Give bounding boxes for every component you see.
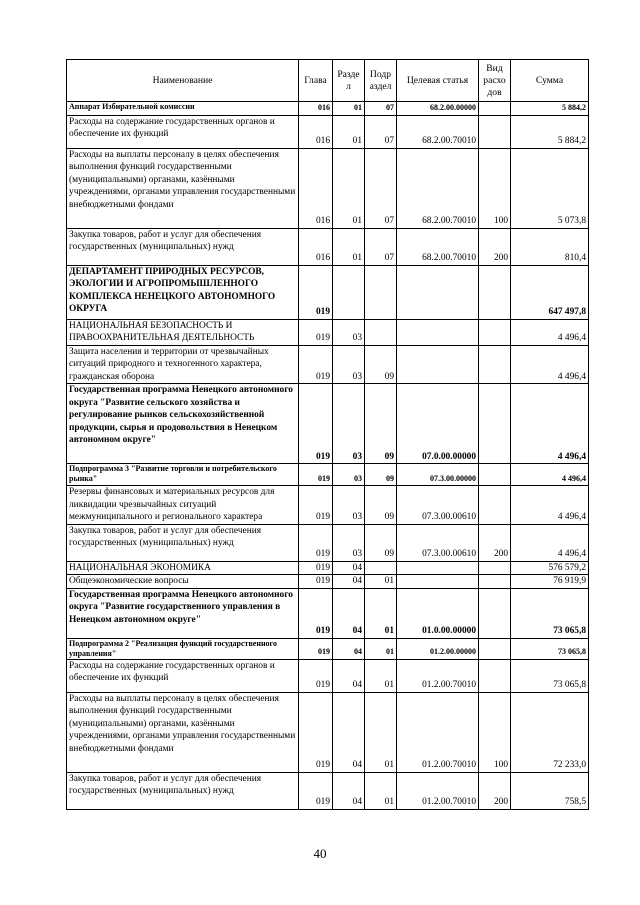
table-row (67, 384, 589, 464)
cell-name: Закупка товаров, работ и услуг для обеспечения государственных (муниципальных) нужд (67, 524, 299, 561)
cell-name: ДЕПАРТАМЕНТ ПРИРОДНЫХ РЕСУРСОВ, ЭКОЛОГИИ И АГРОПРОМЫШЛЕННОГО КОМПЛЕКСА НЕНЕЦКОГО АВТОНОМНОГО ОКРУГА (67, 265, 299, 319)
table-row (67, 319, 589, 345)
cell-expense-type (479, 659, 511, 692)
cell-subsection: 09 (365, 464, 397, 486)
cell-expense-type (479, 638, 511, 659)
cell-expense-type (479, 115, 511, 148)
table-row (67, 464, 589, 486)
cell-name: Государственная программа Ненецкого автономного округа "Развитие государственного управления в Ненецком автономном округе" (67, 588, 299, 638)
cell-target: 68.2.00.70010 (397, 228, 479, 265)
header-chapter: Глава (299, 60, 333, 102)
header-target: Целевая статья (397, 60, 479, 102)
cell-target: 01.2.00.70010 (397, 659, 479, 692)
cell-target: 68.2.00.70010 (397, 148, 479, 228)
page-number: 40 (313, 846, 327, 861)
cell-sum: 4 496,4 (511, 486, 589, 525)
cell-name: Общеэкономические вопросы (67, 575, 299, 589)
cell-sum: 5 073,8 (511, 148, 589, 228)
table-row (67, 115, 589, 148)
cell-chapter: 016 (299, 228, 333, 265)
cell-target (397, 265, 479, 319)
table-row (67, 148, 589, 228)
cell-name: Подпрограмма 3 "Развитие торговли и потребительского рынка" (67, 464, 299, 486)
cell-chapter: 019 (299, 638, 333, 659)
cell-sum: 72 233,0 (511, 692, 589, 772)
cell-chapter: 019 (299, 524, 333, 561)
cell-chapter: 019 (299, 575, 333, 589)
cell-expense-type: 200 (479, 772, 511, 809)
table-row (67, 772, 589, 809)
cell-section: 04 (333, 772, 365, 809)
cell-expense-type: 100 (479, 148, 511, 228)
cell-name: Государственная программа Ненецкого автономного округа "Развитие сельского хозяйства и регулирование рынков сельскохозяйственной продукции, сырья и продовольствия в Ненецком автономном округе" (67, 384, 299, 464)
cell-chapter: 019 (299, 486, 333, 525)
cell-subsection: 09 (365, 384, 397, 464)
cell-name: Закупка товаров, работ и услуг для обеспечения государственных (муниципальных) нужд (67, 228, 299, 265)
cell-name: Расходы на содержание государственных органов и обеспечение их функций (67, 659, 299, 692)
cell-target: 01.0.00.00000 (397, 588, 479, 638)
cell-sum: 758,5 (511, 772, 589, 809)
cell-name: Защита населения и территории от чрезвычайных ситуаций природного и техногенного характера, гражданская оборона (67, 345, 299, 384)
cell-sum: 647 497,8 (511, 265, 589, 319)
cell-chapter: 016 (299, 115, 333, 148)
cell-chapter: 019 (299, 561, 333, 575)
cell-chapter: 019 (299, 772, 333, 809)
cell-section: 03 (333, 319, 365, 345)
cell-expense-type (479, 588, 511, 638)
cell-target: 01.2.00.00000 (397, 638, 479, 659)
cell-expense-type: 100 (479, 692, 511, 772)
cell-chapter: 019 (299, 692, 333, 772)
cell-section: 01 (333, 228, 365, 265)
cell-target: 07.3.00.00610 (397, 524, 479, 561)
cell-subsection: 01 (365, 772, 397, 809)
cell-subsection: 07 (365, 115, 397, 148)
cell-expense-type (479, 561, 511, 575)
cell-subsection (365, 265, 397, 319)
cell-expense-type: 200 (479, 524, 511, 561)
cell-subsection: 07 (365, 228, 397, 265)
table-row (67, 228, 589, 265)
cell-section: 03 (333, 486, 365, 525)
cell-target: 01.2.00.70010 (397, 772, 479, 809)
cell-section: 03 (333, 524, 365, 561)
cell-target: 07.0.00.00000 (397, 384, 479, 464)
cell-target: 07.3.00.00610 (397, 486, 479, 525)
cell-target: 68.2.00.70010 (397, 115, 479, 148)
table-row (67, 638, 589, 659)
cell-chapter: 019 (299, 265, 333, 319)
table-header-row (67, 60, 589, 102)
table-row (67, 692, 589, 772)
cell-subsection: 01 (365, 575, 397, 589)
cell-chapter: 019 (299, 588, 333, 638)
cell-sum: 73 065,8 (511, 588, 589, 638)
cell-section: 04 (333, 575, 365, 589)
cell-subsection: 01 (365, 692, 397, 772)
cell-chapter: 016 (299, 148, 333, 228)
cell-expense-type: 200 (479, 228, 511, 265)
table-row (67, 265, 589, 319)
cell-section: 04 (333, 588, 365, 638)
cell-chapter: 019 (299, 464, 333, 486)
cell-sum: 4 496,4 (511, 345, 589, 384)
cell-sum: 73 065,8 (511, 659, 589, 692)
cell-expense-type (479, 345, 511, 384)
cell-section: 03 (333, 345, 365, 384)
cell-section: 04 (333, 659, 365, 692)
cell-subsection: 01 (365, 588, 397, 638)
cell-expense-type (479, 486, 511, 525)
table-row (67, 561, 589, 575)
header-expense-type: Вид расхо дов (479, 60, 511, 102)
cell-name: Расходы на выплаты персоналу в целях обеспечения выполнения функций государственными (муниципальными) органами, казёнными учреждениями, органами управления государственными внебюджетными фондами (67, 148, 299, 228)
cell-subsection: 09 (365, 486, 397, 525)
table-row (67, 659, 589, 692)
cell-target (397, 319, 479, 345)
cell-expense-type (479, 575, 511, 589)
cell-name: Закупка товаров, работ и услуг для обеспечения государственных (муниципальных) нужд (67, 772, 299, 809)
table-row (67, 486, 589, 525)
cell-sum: 4 496,4 (511, 384, 589, 464)
cell-section: 04 (333, 638, 365, 659)
cell-section: 03 (333, 384, 365, 464)
cell-sum: 5 884,2 (511, 102, 589, 116)
cell-sum: 73 065,8 (511, 638, 589, 659)
cell-subsection (365, 319, 397, 345)
header-section: Разде л (333, 60, 365, 102)
cell-chapter: 019 (299, 384, 333, 464)
cell-sum: 4 496,4 (511, 524, 589, 561)
cell-subsection (365, 561, 397, 575)
cell-target: 07.3.00.00000 (397, 464, 479, 486)
table-row (67, 575, 589, 589)
header-name: Наименование (67, 60, 299, 102)
cell-section: 01 (333, 148, 365, 228)
cell-section: 01 (333, 115, 365, 148)
cell-expense-type (479, 464, 511, 486)
header-sum: Сумма (511, 60, 589, 102)
cell-chapter: 019 (299, 659, 333, 692)
cell-target (397, 561, 479, 575)
cell-sum: 810,4 (511, 228, 589, 265)
cell-section: 04 (333, 692, 365, 772)
cell-subsection: 09 (365, 345, 397, 384)
cell-name: Расходы на содержание государственных органов и обеспечение их функций (67, 115, 299, 148)
cell-subsection: 01 (365, 659, 397, 692)
cell-expense-type (479, 384, 511, 464)
cell-target (397, 345, 479, 384)
budget-table (66, 59, 589, 810)
cell-subsection: 01 (365, 638, 397, 659)
cell-target: 01.2.00.70010 (397, 692, 479, 772)
cell-target: 68.2.00.00000 (397, 102, 479, 116)
table-row (67, 524, 589, 561)
cell-subsection: 09 (365, 524, 397, 561)
header-subsection: Подр аздел (365, 60, 397, 102)
cell-sum: 576 579,2 (511, 561, 589, 575)
table-body (67, 102, 589, 810)
cell-chapter: 016 (299, 102, 333, 116)
cell-sum: 76 919,9 (511, 575, 589, 589)
cell-section: 01 (333, 102, 365, 116)
cell-chapter: 019 (299, 319, 333, 345)
table-row (67, 588, 589, 638)
cell-target (397, 575, 479, 589)
cell-subsection: 07 (365, 102, 397, 116)
cell-chapter: 019 (299, 345, 333, 384)
cell-sum: 4 496,4 (511, 319, 589, 345)
cell-section: 03 (333, 464, 365, 486)
cell-name: Подпрограмма 2 "Реализация функций государственного управления" (67, 638, 299, 659)
cell-section: 04 (333, 561, 365, 575)
cell-name: Аппарат Избирательной комиссии (67, 102, 299, 116)
cell-name: Расходы на выплаты персоналу в целях обеспечения выполнения функций государственными (муниципальными) органами, казёнными учреждениями, органами управления государственными внебюджетными фондами (67, 692, 299, 772)
table-row (67, 345, 589, 384)
cell-expense-type (479, 102, 511, 116)
cell-name: НАЦИОНАЛЬНАЯ БЕЗОПАСНОСТЬ И ПРАВООХРАНИТЕЛЬНАЯ ДЕЯТЕЛЬНОСТЬ (67, 319, 299, 345)
cell-section (333, 265, 365, 319)
cell-name: НАЦИОНАЛЬНАЯ ЭКОНОМИКА (67, 561, 299, 575)
cell-sum: 5 884,2 (511, 115, 589, 148)
table-row (67, 102, 589, 116)
cell-name: Резервы финансовых и материальных ресурсов для ликвидации чрезвычайных ситуаций межмуниципального и регионального характера (67, 486, 299, 525)
cell-subsection: 07 (365, 148, 397, 228)
cell-expense-type (479, 265, 511, 319)
cell-sum: 4 496,4 (511, 464, 589, 486)
cell-expense-type (479, 319, 511, 345)
